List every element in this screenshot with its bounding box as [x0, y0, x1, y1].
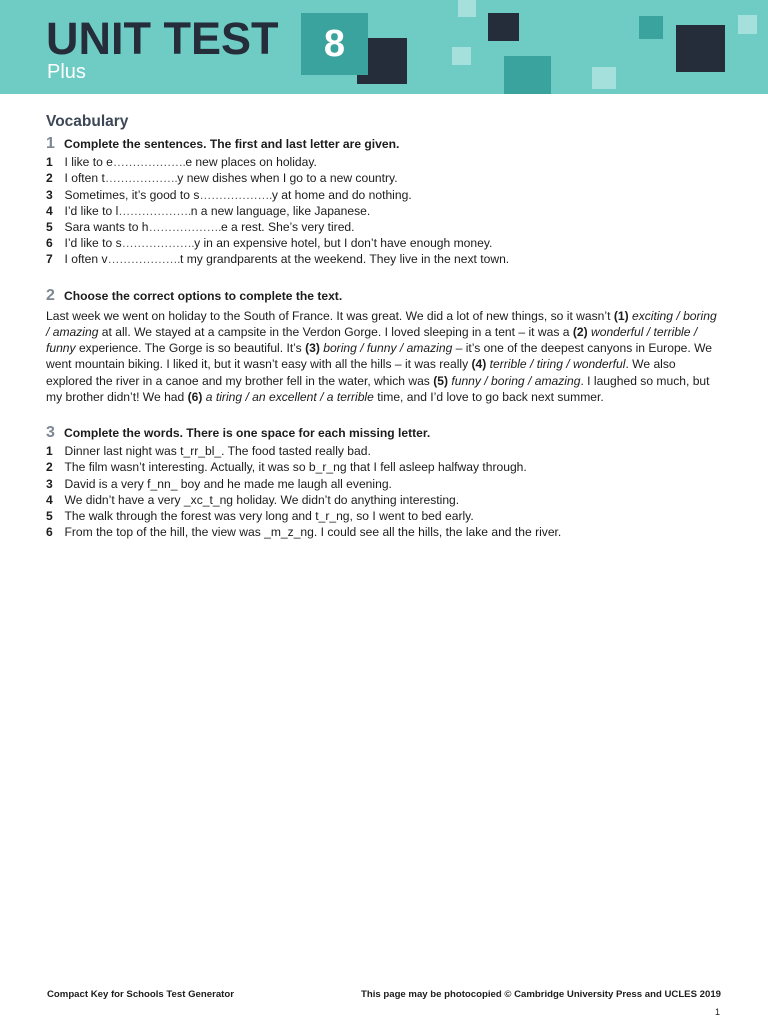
- sentence-end: y new dishes when I go to a new country.: [177, 171, 398, 186]
- item-number: 4: [46, 492, 53, 507]
- task-1-list: [46, 154, 722, 267]
- item-sentence[interactable]: From the top of the hill, the view was _m_z_ng. I could see all the hills, the lake and the river.: [64, 525, 562, 540]
- list-item: [46, 187, 722, 203]
- sentence-start: I’d like to s: [64, 236, 122, 251]
- task-3-instruction: Complete the words. There is one space for each missing letter.: [64, 425, 431, 440]
- footer-left: Compact Key for Schools Test Generator: [47, 989, 234, 1000]
- decor-square-dark-3: [676, 25, 725, 72]
- list-item: [46, 203, 722, 219]
- task-2-passage: [46, 308, 722, 405]
- sentence-start: I often t: [64, 171, 105, 186]
- sentence-end: e new places on holiday.: [185, 155, 317, 170]
- decor-square-light-1: [458, 0, 476, 17]
- gap-number-2: (2): [572, 324, 588, 339]
- task-1-heading: [46, 136, 722, 152]
- item-number: 2: [46, 460, 53, 475]
- sentence-end: n a new language, like Japanese.: [190, 203, 371, 218]
- gap-options-6[interactable]: a tiring / an excellent / a terrible: [205, 389, 374, 404]
- item-number: 6: [46, 236, 53, 251]
- page-title: UNIT TEST: [46, 13, 279, 64]
- list-item: [46, 219, 722, 235]
- answer-blank[interactable]: ……………….: [148, 219, 221, 234]
- task-2-heading: [46, 288, 722, 304]
- item-sentence[interactable]: We didn’t have a very _xc_t_ng holiday. We didn’t do anything interesting.: [64, 492, 460, 507]
- page-number: 1: [714, 1007, 720, 1017]
- passage-text: time, and I’d love to go back next summer.: [373, 389, 604, 404]
- list-item: [46, 459, 722, 475]
- footer-right: This page may be photocopied © Cambridge University Press and UCLES 2019: [360, 989, 721, 1000]
- task-1-number: 1: [46, 135, 55, 152]
- task-3-number: 3: [46, 423, 55, 441]
- sentence-start: Sara wants to h: [64, 219, 149, 234]
- passage-text: Last week we went on holiday to the South of France. It was great. We did a lot of new things, so it wasn’t: [46, 308, 614, 323]
- item-number: 2: [46, 171, 53, 186]
- sentence-start: I like to e: [64, 155, 113, 170]
- gap-number-1: (1): [613, 308, 629, 323]
- answer-blank[interactable]: ……………….: [121, 236, 195, 251]
- list-item: [46, 508, 722, 524]
- gap-number-3: (3): [305, 341, 320, 356]
- sentence-start: I’d like to l: [64, 203, 119, 218]
- section-title: Vocabulary: [46, 113, 129, 130]
- item-sentence[interactable]: The walk through the forest was very long and t_r_ng, so I went to bed early.: [64, 508, 474, 523]
- item-number: 3: [46, 187, 53, 202]
- item-number: 3: [46, 476, 53, 491]
- item-sentence[interactable]: The film wasn’t interesting. Actually, it was so b_r_ng that I fell asleep halfway through.: [64, 460, 527, 475]
- list-item: [46, 476, 722, 492]
- item-number: 6: [46, 525, 53, 540]
- sentence-end: e a rest. She’s very tired.: [220, 219, 355, 234]
- list-item: [46, 251, 722, 267]
- item-sentence[interactable]: Dinner last night was t_rr_bl_. The food tasted really bad.: [64, 444, 371, 459]
- gap-number-5: (5): [433, 373, 448, 388]
- passage-text: – it’s one of the deepest canyons in Europe. We went mountain biking. I liked it, but it wasn’t easy with all the hills – it was really: [46, 341, 713, 372]
- sentence-start: Sometimes, it’s good to s: [64, 187, 200, 202]
- item-sentence: [65, 170, 398, 186]
- item-number: 7: [46, 252, 53, 267]
- item-number: 1: [46, 155, 53, 170]
- passage-text: . I laughed so much, but my brother didn’t! We had: [46, 373, 710, 404]
- answer-blank[interactable]: ……………….: [107, 252, 180, 267]
- list-item: [46, 524, 722, 540]
- list-item: [46, 443, 722, 459]
- gap-options-2[interactable]: wonderful / terrible / funny: [46, 324, 698, 356]
- decor-square-light-3: [592, 67, 616, 89]
- worksheet-content: [46, 112, 722, 540]
- list-item: [46, 170, 722, 186]
- answer-blank[interactable]: ……………….: [112, 155, 186, 170]
- list-item: [46, 492, 722, 508]
- passage-text: experience. The Gorge is so beautiful. It’s: [75, 341, 306, 356]
- gap-options-1[interactable]: exciting / boring / amazing: [46, 308, 717, 339]
- passage-text: . We also explored the river in a canoe and my brother fell in the water, which was: [46, 357, 676, 388]
- task-1-instruction: Complete the sentences. The first and last letter are given.: [64, 137, 400, 151]
- item-sentence: [65, 203, 371, 219]
- item-sentence[interactable]: David is a very f_nn_ boy and he made me laugh all evening.: [64, 476, 392, 491]
- item-sentence: [65, 219, 355, 235]
- sentence-start: I often v: [64, 252, 108, 267]
- sentence-end: y at home and do nothing.: [271, 187, 412, 202]
- gap-options-4[interactable]: terrible / tiring / wonderful: [489, 357, 626, 372]
- decor-square-light-2: [452, 47, 471, 65]
- answer-blank[interactable]: ……………….: [104, 171, 178, 186]
- task-2-number: 2: [46, 286, 55, 304]
- page-subtitle: Plus: [47, 61, 86, 83]
- unit-number-badge: 8: [301, 13, 368, 75]
- decor-square-light-4: [738, 15, 757, 34]
- gap-options-3[interactable]: boring / funny / amazing: [323, 341, 453, 356]
- item-number: 5: [46, 508, 53, 523]
- decor-square-dark-2: [488, 13, 519, 41]
- item-sentence: [65, 154, 317, 170]
- sentence-end: t my grandparents at the weekend. They live in the next town.: [179, 252, 510, 267]
- list-item: [46, 154, 722, 170]
- gap-options-5[interactable]: funny / boring / amazing: [451, 373, 581, 388]
- gap-number-6: (6): [187, 389, 203, 404]
- item-number: 1: [46, 444, 53, 459]
- answer-blank[interactable]: ……………….: [199, 187, 272, 202]
- header-banner: [0, 0, 768, 94]
- item-sentence: [65, 235, 493, 251]
- sentence-end: y in an expensive hotel, but I don’t have enough money.: [194, 236, 493, 251]
- answer-blank[interactable]: ……………….: [118, 203, 191, 218]
- item-number: 5: [46, 219, 53, 234]
- gap-number-4: (4): [471, 357, 487, 372]
- list-item: [46, 235, 722, 251]
- item-sentence: [65, 187, 412, 203]
- item-number: 4: [46, 203, 53, 218]
- passage-text: at all. We stayed at a campsite in the Verdon Gorge. I loved sleeping in a tent – it was a: [98, 324, 573, 339]
- task-2-instruction: Choose the correct options to complete the text.: [64, 288, 343, 303]
- decor-square-teal-2: [639, 16, 663, 39]
- task-3-list: [46, 443, 722, 540]
- item-sentence: [65, 251, 510, 267]
- decor-square-teal-1: [504, 56, 551, 94]
- task-3-heading: [46, 425, 722, 441]
